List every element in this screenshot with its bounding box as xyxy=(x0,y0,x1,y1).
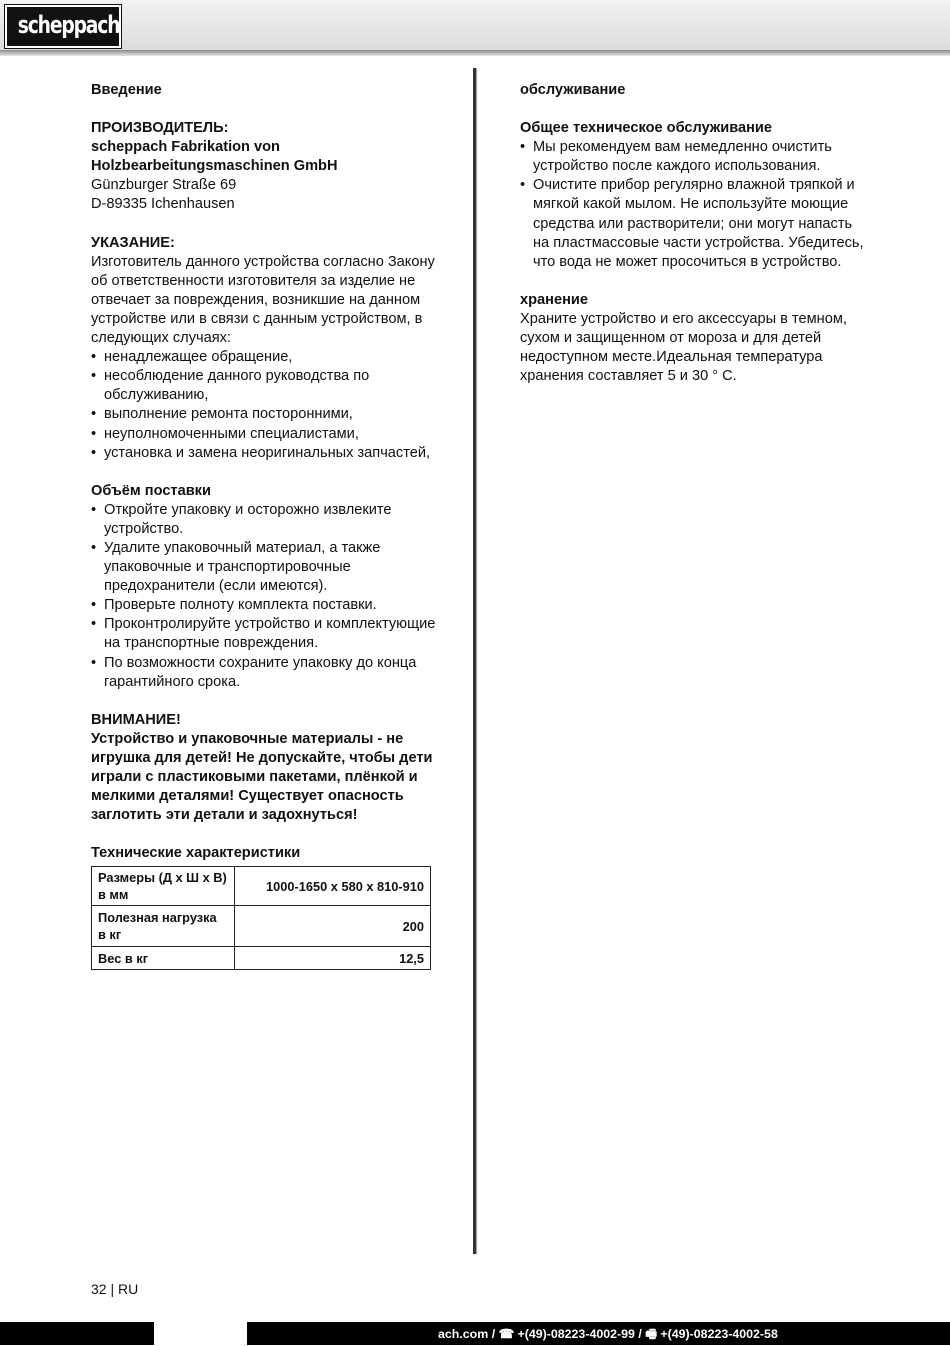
list-item: • Очистите прибор регулярно влажной тряпкой и мягкой какой мылом. Не используйте моющие средства или растворители; они могут напасть на пластмассовые части устройства. Убедитесь, что вода не может просочиться в устройство. xyxy=(520,176,865,271)
spec-label: Вес в кг xyxy=(92,947,235,970)
list-item: • несоблюдение данного руководства по обслуживанию, xyxy=(91,367,436,405)
notice-text: Изготовитель данного устройства согласно Закону об ответственности изготовителя за изделие не отвечает за повреждения, возникшие на данном устройстве или в связи с данным устройством, в следующих случаях: xyxy=(91,253,435,347)
list-item: • выполнение ремонта посторонними, xyxy=(91,405,436,424)
list-item: • установка и замена неоригинальных запчастей, xyxy=(91,444,436,463)
list-item: • Проверьте полноту комплекта поставки. xyxy=(91,596,436,615)
list-item: • Мы рекомендуем вам немедленно очистить устройство после каждого использования. xyxy=(520,138,865,176)
table-row xyxy=(92,947,431,970)
page-number: 32 | RU xyxy=(91,1281,139,1297)
address-line-1: Günzburger Straße 69 xyxy=(91,177,237,194)
header-shadow xyxy=(0,50,950,56)
table-row xyxy=(92,906,431,947)
delivery-heading: Объём поставки xyxy=(91,482,211,499)
list-item: • Удалите упаковочный материал, а также упаковочные и транспортировочные предохранители (если имеются). xyxy=(91,539,436,596)
right-column xyxy=(520,81,865,386)
manufacturer-name-2: Holzbearbeitungsmaschinen GmbH xyxy=(91,158,338,175)
spec-value: 12,5 xyxy=(235,947,431,970)
spec-label: Полезная нагрузка в кг xyxy=(92,906,235,947)
storage-text: Храните устройство и его аксессуары в темном, сухом и защищенном от мороза и для детей недоступном месте.Идеальная температура хранения составляет 5 и 30 ° C. xyxy=(520,310,847,385)
specs-table xyxy=(91,866,431,970)
list-item: • ненадлежащее обращение, xyxy=(91,348,436,367)
list-item: • По возможности сохраните упаковку до конца гарантийного срока. xyxy=(91,654,436,692)
left-column xyxy=(91,81,436,970)
general-maintenance-heading: Общее техническое обслуживание xyxy=(520,120,772,137)
storage-heading: хранение xyxy=(520,291,588,308)
address-line-2: D-89335 Ichenhausen xyxy=(91,196,235,213)
footer-contact: ach.com / ☎ +(49)-08223-4002-99 / 🖷 +(49)-08223-4002-58 xyxy=(438,1327,778,1341)
logo-text: scheppach xyxy=(17,11,120,39)
page-header xyxy=(0,0,950,50)
warning-label: ВНИМАНИЕ! xyxy=(91,711,181,728)
list-item: • Откройте упаковку и осторожно извлеките устройство. xyxy=(91,501,436,539)
notice-label: УКАЗАНИЕ: xyxy=(91,234,175,251)
warning-text: Устройство и упаковочные материалы - не игрушка для детей! Не допускайте, чтобы дети играли с пластиковыми пакетами, плёнкой и мелкими деталями! Существует опасность заглотить эти детали и задохнуться! xyxy=(91,730,433,824)
footer-gap xyxy=(154,1322,247,1345)
specs-heading: Технические характеристики xyxy=(91,845,301,862)
column-divider xyxy=(473,68,476,1254)
maintenance-heading: обслуживание xyxy=(520,82,626,98)
manufacturer-name-1: scheppach Fabrikation von xyxy=(91,139,280,156)
notice-list xyxy=(91,348,436,463)
table-row xyxy=(92,867,431,906)
spec-value: 200 xyxy=(235,906,431,947)
maintenance-list xyxy=(520,138,865,272)
spec-label: Размеры (Д x Ш x В) в мм xyxy=(92,867,235,906)
list-item: • неуполномоченными специалистами, xyxy=(91,425,436,444)
delivery-list xyxy=(91,501,436,692)
brand-logo xyxy=(4,4,122,49)
manufacturer-label: ПРОИЗВОДИТЕЛЬ: xyxy=(91,120,229,137)
spec-value: 1000-1650 x 580 x 810-910 xyxy=(235,867,431,906)
intro-heading: Введение xyxy=(91,82,162,98)
list-item: • Проконтролируйте устройство и комплектующие на транспортные повреждения. xyxy=(91,615,436,653)
